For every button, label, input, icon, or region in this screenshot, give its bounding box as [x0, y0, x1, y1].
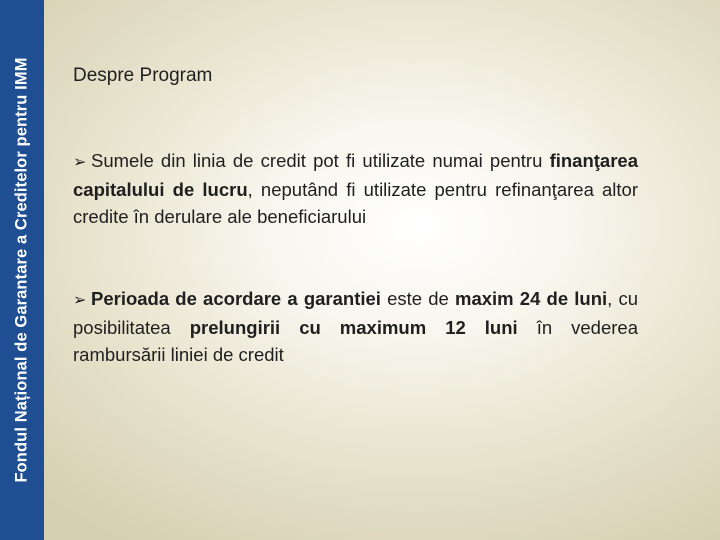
bullet-1-text-3: , neputând fi utilizate pentru refinanţarea altor credite în derulare ale beneficiarului	[73, 179, 639, 227]
bullet-item-1	[73, 147, 638, 230]
arrow-bullet-icon: ➢	[73, 154, 87, 171]
bullet-2-text-1: Perioada de acordare a garantiei	[91, 288, 381, 309]
bullet-2-text-3: maxim 24 de luni	[455, 288, 608, 309]
arrow-bullet-icon: ➢	[73, 292, 87, 309]
bullet-2-text-5: prelungirii cu maximum 12 luni	[189, 317, 518, 338]
sidebar-title: Fondul Național de Garantare a Creditelor pentru IMM	[12, 57, 31, 483]
bullet-2-text-6: în vederea rambursării liniei de credit	[73, 317, 638, 365]
bullet-1-text-2: finanţarea capitalului de lucru	[73, 150, 638, 200]
slide-content	[73, 64, 638, 368]
bullet-item-2	[73, 285, 638, 368]
slide-heading: Despre Program	[73, 65, 213, 86]
bullet-2-text-2: este de	[380, 288, 455, 309]
sidebar	[0, 0, 44, 540]
bullet-2-text-4: , cu posibilitatea	[73, 288, 638, 338]
bullet-1-text-1: Sumele din linia de credit pot fi utilizate numai pentru	[91, 150, 550, 171]
